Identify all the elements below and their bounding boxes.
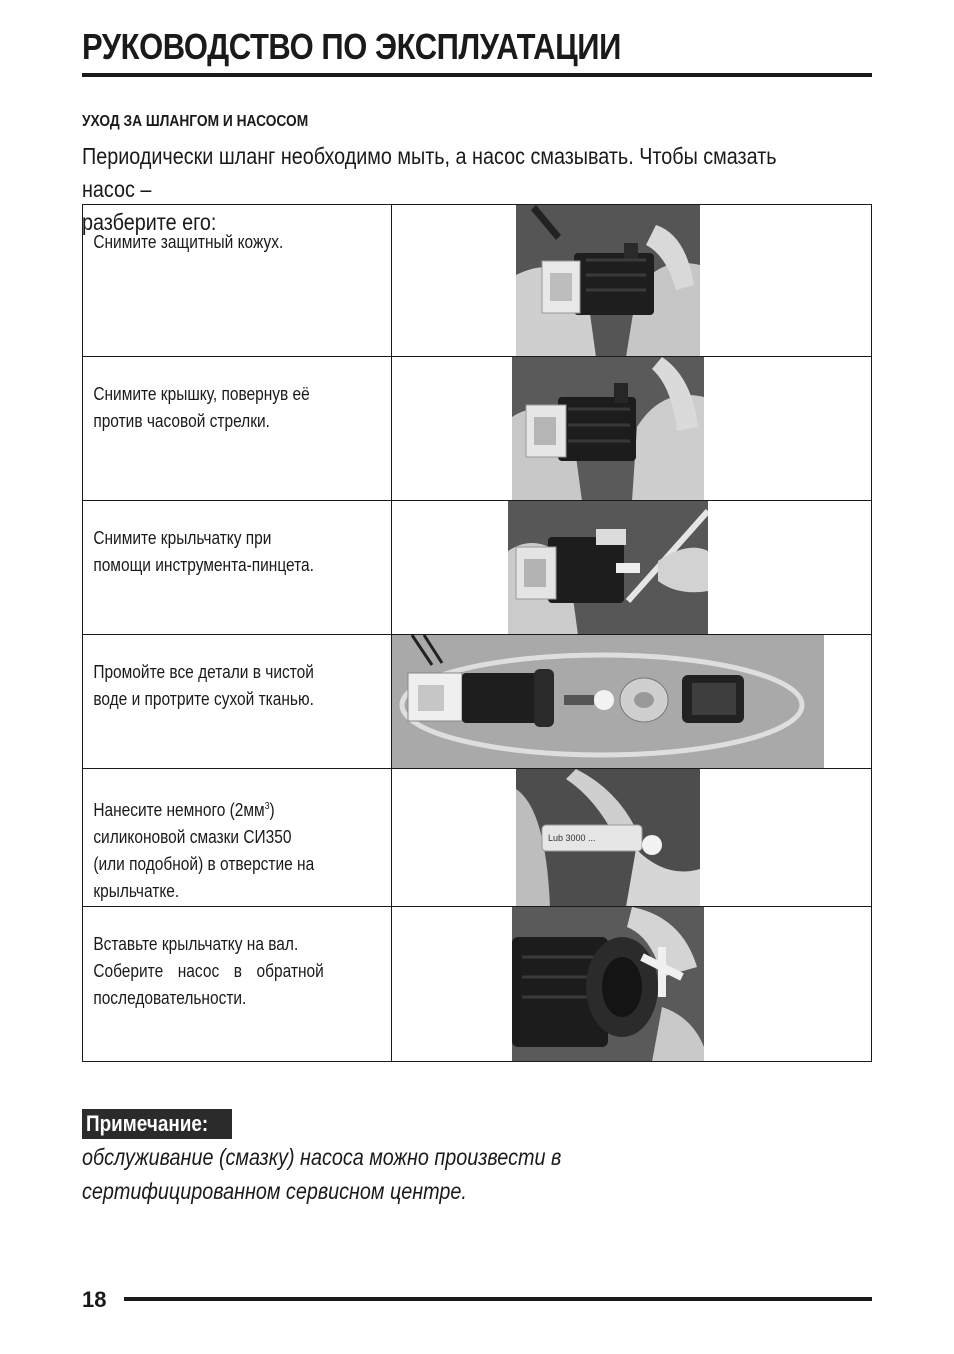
table-row: [83, 501, 872, 635]
table-row: [83, 907, 872, 1062]
step-6-line-1: Вставьте крыльчатку на вал.: [93, 934, 299, 954]
step-image-cell: [392, 769, 872, 907]
step-2-text: [83, 357, 386, 435]
step-5-photo: [516, 769, 700, 907]
step-5-line-4: крыльчатке.: [93, 881, 180, 901]
step-3-text: [83, 501, 386, 579]
step-2-photo: [512, 357, 704, 501]
step-4-line-1: Промойте все детали в чистой: [93, 662, 314, 682]
table-row: [83, 635, 872, 769]
step-image-cell: [392, 357, 872, 501]
note-line-2: сертифицированном сервисном центре.: [82, 1178, 467, 1204]
page-number: 18: [82, 1287, 107, 1312]
step-1-photo: [516, 205, 700, 357]
intro-line-2: разберите его:: [82, 209, 217, 235]
step-3-line-2: помощи инструмента-пинцета.: [93, 555, 314, 575]
step-4-text: [83, 635, 386, 713]
step-6-text: [83, 907, 324, 1012]
step-6-photo: [512, 907, 704, 1062]
table-row: [83, 357, 872, 501]
section-heading: УХОД ЗА ШЛАНГОМ И НАСОСОМ: [82, 113, 309, 130]
tube-label: Lub 3000 ...: [548, 833, 596, 843]
step-4-photo: [392, 635, 824, 769]
step-5-line-3: (или подобной) в отверстие на: [93, 854, 315, 874]
instruction-table: [82, 204, 872, 1062]
step-image-cell: [392, 501, 872, 635]
note-line-1: обслуживание (смазку) насоса можно произвести в: [82, 1144, 562, 1170]
step-image-cell: [392, 907, 872, 1062]
title-underline: [82, 73, 872, 77]
intro-line-1: Периодически шланг необходимо мыть, а насос смазывать. Чтобы смазать насос –: [82, 143, 777, 202]
note-text: [82, 1140, 564, 1208]
step-5-superscript: 3: [264, 801, 270, 812]
page-title: РУКОВОДСТВО ПО ЭКСПЛУАТАЦИИ: [82, 26, 621, 67]
step-2-line-1: Снимите крышку, повернув её: [93, 384, 310, 404]
step-text-cell: [83, 205, 392, 357]
step-3-line-1: Снимите крыльчатку при: [93, 528, 272, 548]
table-row: [83, 769, 872, 907]
step-text-cell: [83, 635, 392, 769]
step-6-line-2: Соберите насос в обратной: [93, 961, 324, 981]
step-5-paren: ): [269, 800, 275, 820]
footer-rule: [124, 1297, 872, 1301]
step-text-cell: [83, 907, 392, 1062]
step-5-line-2: силиконовой смазки СИ350: [93, 827, 292, 847]
note-label-text: Примечание:: [86, 1111, 209, 1136]
step-text-cell: [83, 769, 392, 907]
step-image-cell: [392, 635, 872, 769]
step-4-line-2: воде и протрите сухой тканью.: [93, 689, 314, 709]
step-text-cell: [83, 501, 392, 635]
step-5-text: [83, 769, 386, 905]
note-label: [82, 1109, 232, 1139]
step-5-line-1: Нанесите немного (2мм: [93, 800, 265, 820]
step-image-cell: [392, 205, 872, 357]
step-2-line-2: против часовой стрелки.: [93, 411, 270, 431]
step-3-photo: [508, 501, 708, 635]
step-1-line-1: Снимите защитный кожух.: [93, 232, 284, 252]
table-row: [83, 205, 872, 357]
step-text-cell: [83, 357, 392, 501]
step-6-line-3: последовательности.: [93, 988, 247, 1008]
step-1-text: [83, 205, 386, 256]
